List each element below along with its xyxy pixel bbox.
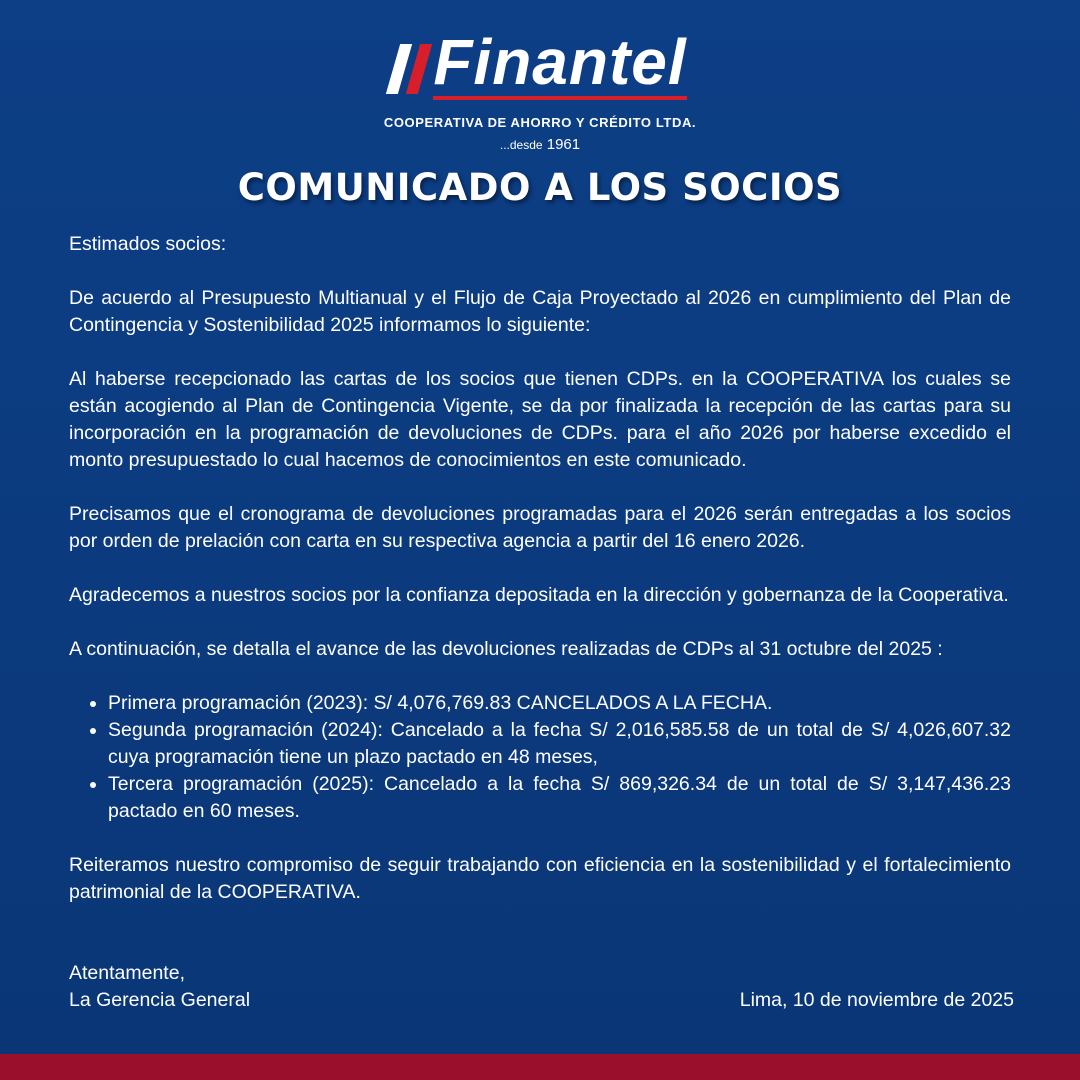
logo-since-year: 1961	[546, 136, 581, 153]
place-date: Lima, 10 de noviembre de 2025	[739, 989, 1014, 1011]
logo-since	[0, 136, 1080, 153]
paragraph-progress-intro: A continuación, se detalla el avance de las devoluciones realizadas de CDPs al 31 octubre del 2025 :	[69, 638, 943, 660]
paragraph-letters: Al haberse recepcionado las cartas de los socios que tienen CDPs. en la COOPERATIVA los cuales se están acogiendo al Plan de Contingencia Vigente, se da por finalizada la recepción de las cartas para su incorporación en la programación de devoluciones de CDPs. para el año 2026 por haberse excedido el monto presupuestado lo cual hacemos de conocimientos en este comunicado.	[69, 368, 1011, 471]
closing: Atentamente,	[69, 962, 185, 984]
paragraph-budget: De acuerdo al Presupuesto Multianual y el Flujo de Caja Proyectado al 2026 en cumplimiento del Plan de Contingencia y Sostenibilidad 2025 informamos lo siguiente:	[69, 287, 1011, 336]
list-item: • Tercera programación (2025): Cancelado a la fecha S/ 869,326.34 de un total de S/ 3,147,436.23 pactado en 60 meses.	[108, 771, 1011, 825]
logo-brand-name: Finantel	[433, 26, 687, 98]
logo-tagline: COOPERATIVA DE AHORRO Y CRÉDITO LTDA.	[383, 115, 697, 130]
logo-mark	[393, 26, 687, 100]
bottom-bar	[0, 1054, 1080, 1080]
refund-progress-list	[69, 690, 1011, 825]
page-title: COMUNICADO A LOS SOCIOS	[237, 166, 843, 209]
logo-slash-red-icon	[406, 44, 432, 94]
paragraph-schedule: Precisamos que el cronograma de devoluciones programadas para el 2026 serán entregadas a los socios por orden de prelación con carta en su respectiva agencia a partir del 16 enero 2026.	[69, 503, 1011, 552]
logo-since-prefix: ...desde	[499, 138, 543, 152]
list-item: • Primera programación (2023): S/ 4,076,769.83 CANCELADOS A LA FECHA.	[108, 690, 1011, 717]
list-item: • Segunda programación (2024): Cancelado a la fecha S/ 2,016,585.58 de un total de S/ 4,026,607.32 cuya programación tiene un plazo pactado en 48 meses,	[108, 717, 1011, 771]
communique-body	[69, 231, 1011, 933]
paragraph-commitment: Reiteramos nuestro compromiso de seguir trabajando con eficiencia en la sostenibilidad y el fortalecimiento patrimonial de la COOPERATIVA.	[69, 854, 1011, 903]
finantel-logo	[0, 26, 1080, 153]
paragraph-thanks: Agradecemos a nuestros socios por la confianza depositada en la dirección y gobernanza de la Cooperativa.	[69, 584, 1009, 606]
signature: La Gerencia General	[69, 989, 251, 1011]
signature-block	[69, 960, 250, 1014]
greeting: Estimados socios:	[69, 233, 227, 255]
